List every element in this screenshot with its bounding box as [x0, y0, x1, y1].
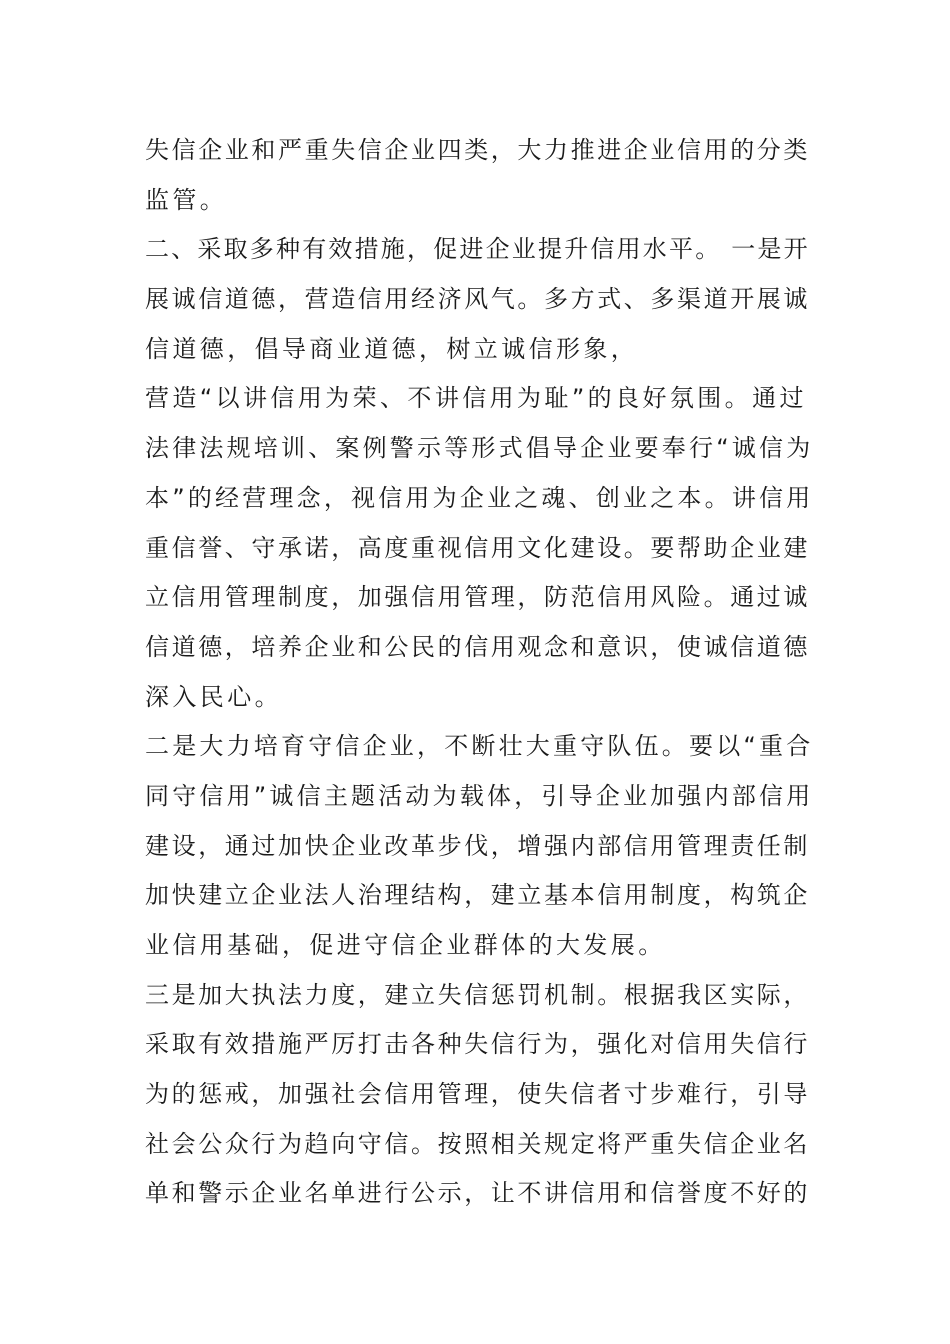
text-line: 单和警示企业名单进行公示，让不讲信用和信誉度不好的	[145, 1179, 810, 1208]
text-line: 为的惩戒，加强社会信用管理，使失信者寸步难行，引导	[145, 1080, 810, 1109]
text-line: 二、采取多种有效措施，促进企业提升信用水平。 一是开	[145, 235, 810, 264]
text-line: 立信用管理制度，加强信用管理，防范信用风险。通过诚	[145, 583, 810, 612]
text-line: 法律法规培训、案例警示等形式倡导企业要奉行“诚信为	[145, 434, 814, 463]
text-line: 展诚信道德，营造信用经济风气。多方式、多渠道开展诚	[145, 285, 810, 314]
text-line: 业信用基础，促进守信企业群体的大发展。	[145, 931, 666, 959]
text-line: 监管。	[145, 185, 228, 214]
body-text	[145, 126, 813, 1219]
text-line: 重信誉、守承诺，高度重视信用文化建设。要帮助企业建	[145, 533, 810, 562]
text-line: 营造“以讲信用为荣、不讲信用为耻”的良好氛围。通过	[145, 384, 807, 413]
text-line: 采取有效措施严厉打击各种失信行为，强化对信用失信行	[145, 1030, 810, 1059]
text-line: 信道德，培养企业和公民的信用观念和意识，使诚信道德	[145, 632, 810, 661]
text-line: 社会公众行为趋向守信。按照相关规定将严重失信企业名	[145, 1129, 810, 1158]
text-line: 同守信用”诚信主题活动为载体，引导企业加强内部信用	[145, 781, 814, 810]
text-line: 本”的经营理念，视信用为企业之魂、创业之本。讲信用	[145, 483, 814, 512]
text-line: 加快建立企业法人治理结构，建立基本信用制度，构筑企	[145, 881, 810, 910]
text-line: 失信企业和严重失信企业四类，大力推进企业信用的分类	[145, 136, 810, 164]
text-line: 深入民心。	[145, 682, 282, 711]
text-line: 二是大力培育守信企业，不断壮大重守队伍。要以“重合	[145, 732, 814, 761]
text-line: 三是加大执法力度，建立失信惩罚机制。根据我区实际，	[145, 980, 810, 1009]
text-line: 建设，通过加快企业改革步伐，增强内部信用管理责任制	[145, 831, 810, 860]
text-line: 信道德，倡导商业道德，树立诚信形象，	[145, 334, 639, 363]
